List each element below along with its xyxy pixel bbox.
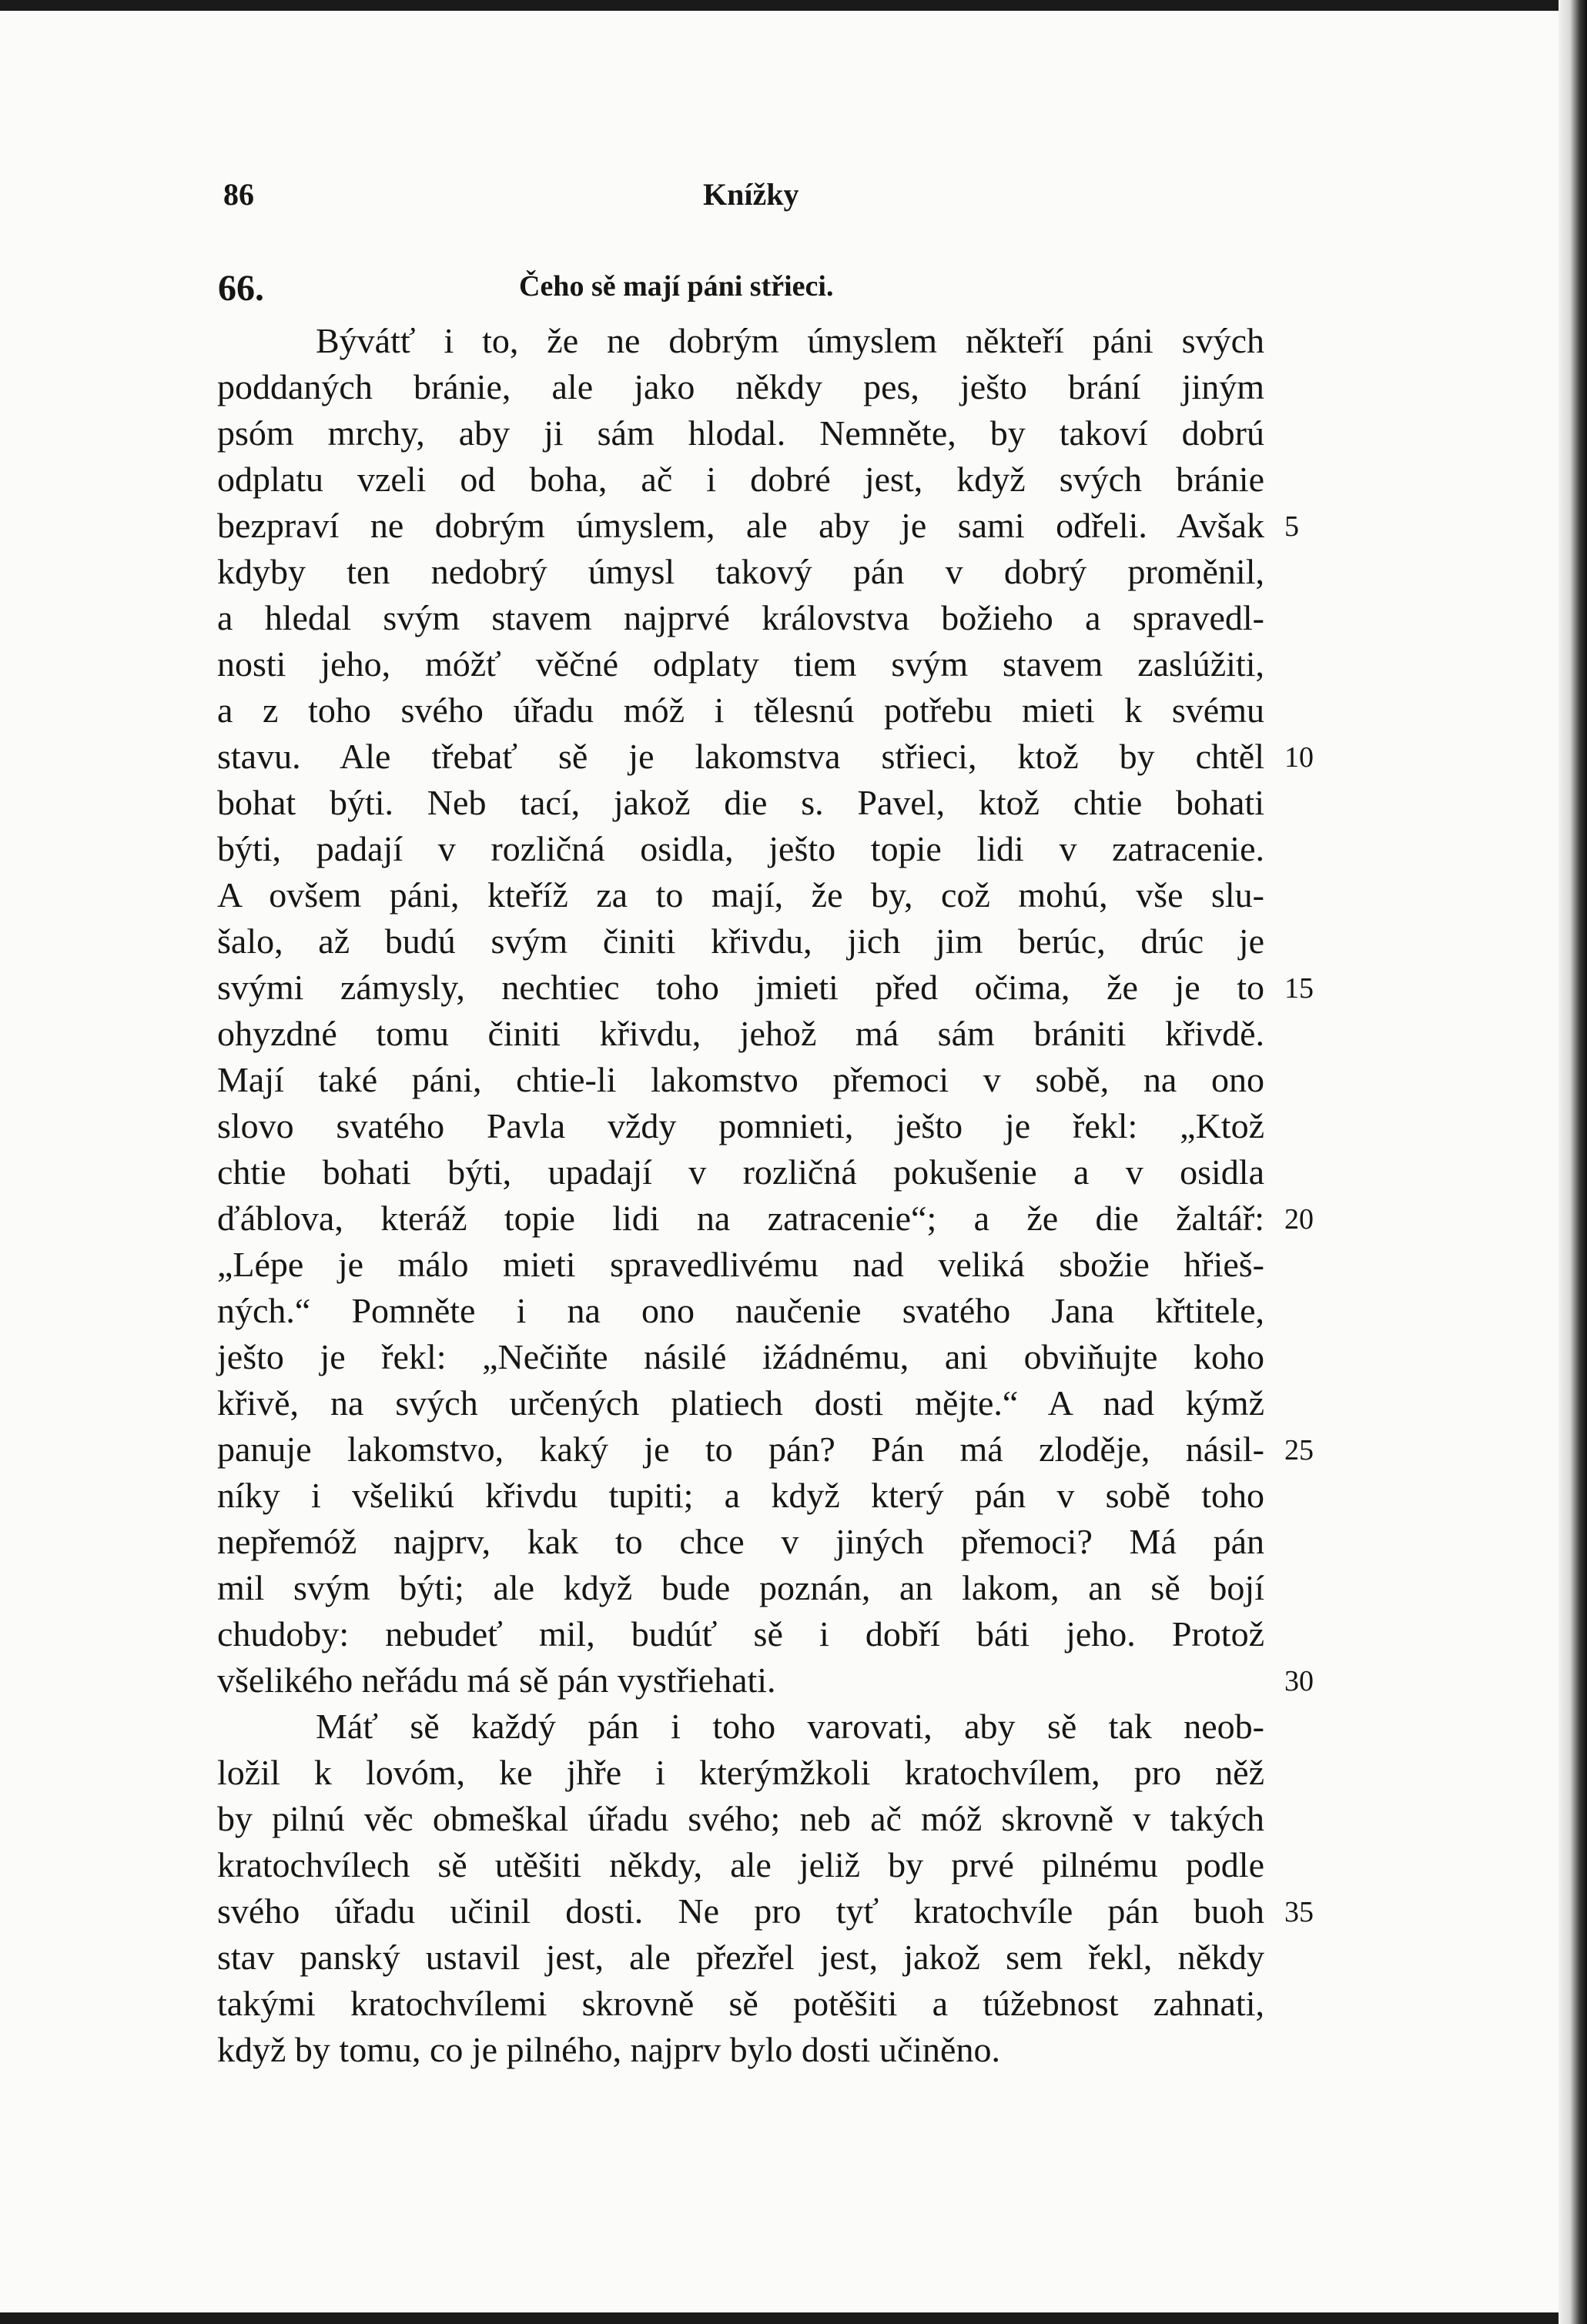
text-line: svými zámysly, nechtiec toho jmieti před očima, že je to	[217, 968, 1264, 1007]
text-line: kratochvílech sě utěšiti někdy, ale jeliž by prvé pilnému podle	[217, 1845, 1264, 1884]
text-line: slovo svatého Pavla vždy pomnieti, ješto je řekl: „Ktož	[217, 1106, 1264, 1145]
line-number: 5	[1284, 510, 1299, 543]
text-line: křivě, na svých určených platiech dosti mějte.“ A nad kýmž	[217, 1383, 1264, 1423]
text-line: a z toho svého úřadu móž i tělesnú potřebu mieti k svému	[217, 691, 1264, 730]
text-line: býti, padají v rozličná osidla, ješto topie lidi v zatracenie.	[217, 829, 1264, 868]
text-line: chtie bohati býti, upadají v rozličná pokušenie a v osidla	[217, 1152, 1264, 1192]
text-line: nosti jeho, móžť věčné odplaty tiem svým stavem zaslúžiti,	[217, 644, 1264, 684]
text-line: chudoby: nebudeť mil, budúť sě i dobří báti jeho. Protož	[217, 1614, 1264, 1654]
text-line: svého úřadu učinil dosti. Ne pro tyť kratochvíle pán buoh	[217, 1891, 1264, 1931]
text-line: Mají také páni, chtie-li lakomstvo přemoci v sobě, na ono	[217, 1060, 1264, 1099]
line-number: 20	[1284, 1203, 1314, 1236]
text-line: a hledal svým stavem najprvé královstva božieho a spravedl-	[217, 598, 1264, 637]
text-line: takými kratochvílemi skrovně sě potěšiti a túžebnost zahnati,	[217, 1984, 1264, 2023]
text-line: níky i všelikú křivdu tupiti; a když který pán v sobě toho	[217, 1476, 1264, 1515]
line-number: 15	[1284, 972, 1314, 1005]
text-line: bezpraví ne dobrým úmyslem, ale aby je sami odřeli. Avšak	[217, 506, 1264, 545]
page-number: 86	[223, 177, 254, 212]
section-number: 66.	[218, 268, 264, 309]
text-line: „Lépe je málo mieti spravedlivému nad veliká sbožie hřieš-	[217, 1245, 1264, 1284]
text-line: ných.“ Pomněte i na ono naučenie svatého Jana křtitele,	[217, 1291, 1264, 1330]
text-line: ješto je řekl: „Nečiňte násilé ižádnému, ani obviňujte koho	[217, 1337, 1264, 1376]
text-line: ďáblova, kteráž topie lidi na zatracenie“; a že die žaltář:	[217, 1199, 1264, 1238]
text-line: bohat býti. Neb tací, jakož die s. Pavel, ktož chtie bohati	[217, 783, 1264, 822]
text-line: psóm mrchy, aby ji sám hlodal. Nemněte, by takoví dobrú	[217, 413, 1264, 453]
section-title: Čeho sě mají páni střieci.	[519, 270, 834, 303]
text-line: Bývátť i to, že ne dobrým úmyslem někteří páni svých	[316, 321, 1264, 360]
text-line: stavu. Ale třebať sě je lakomstva střieci, ktož by chtěl	[217, 737, 1264, 776]
text-line: když by tomu, co je pilného, najprv bylo dosti učiněno.	[217, 2030, 1000, 2069]
text-line: šalo, až budú svým činiti křivdu, jich jim berúc, drúc je	[217, 921, 1264, 961]
line-number: 35	[1284, 1896, 1314, 1928]
text-line: odplatu vzeli od boha, ač i dobré jest, když svých bránie	[217, 460, 1264, 499]
text-line: ložil k lovóm, ke jhře i kterýmžkoli kratochvílem, pro něž	[217, 1753, 1264, 1792]
page-edge-shadow	[1559, 0, 1587, 2324]
text-line: stav panský ustavil jest, ale přezřel jest, jakož sem řekl, někdy	[217, 1938, 1264, 1977]
text-line: všelikého neřádu má sě pán vystřiehati.	[217, 1660, 776, 1700]
line-number: 30	[1284, 1665, 1314, 1697]
running-title: Knížky	[703, 177, 799, 212]
text-line: A ovšem páni, kteříž za to mají, že by, což mohú, vše slu-	[217, 875, 1264, 915]
text-line: kdyby ten nedobrý úmysl takový pán v dobrý proměnil,	[217, 552, 1264, 591]
text-line: by pilnú věc obmeškal úřadu svého; neb ač móž skrovně v takých	[217, 1799, 1264, 1838]
line-number: 25	[1284, 1434, 1314, 1466]
text-line: mil svým býti; ale když bude poznán, an lakom, an sě bojí	[217, 1568, 1264, 1607]
book-page	[0, 11, 1559, 2312]
text-line: Máť sě každý pán i toho varovati, aby sě tak neob-	[316, 1707, 1264, 1746]
text-line: ohyzdné tomu činiti křivdu, jehož má sám brániti křivdě.	[217, 1014, 1264, 1053]
text-line: poddaných bránie, ale jako někdy pes, ješto brání jiným	[217, 367, 1264, 406]
text-line: nepřemóž najprv, kak to chce v jiných přemoci? Má pán	[217, 1522, 1264, 1561]
line-number: 10	[1284, 741, 1314, 774]
text-line: panuje lakomstvo, kaký je to pán? Pán má zloděje, násil-	[217, 1430, 1264, 1469]
